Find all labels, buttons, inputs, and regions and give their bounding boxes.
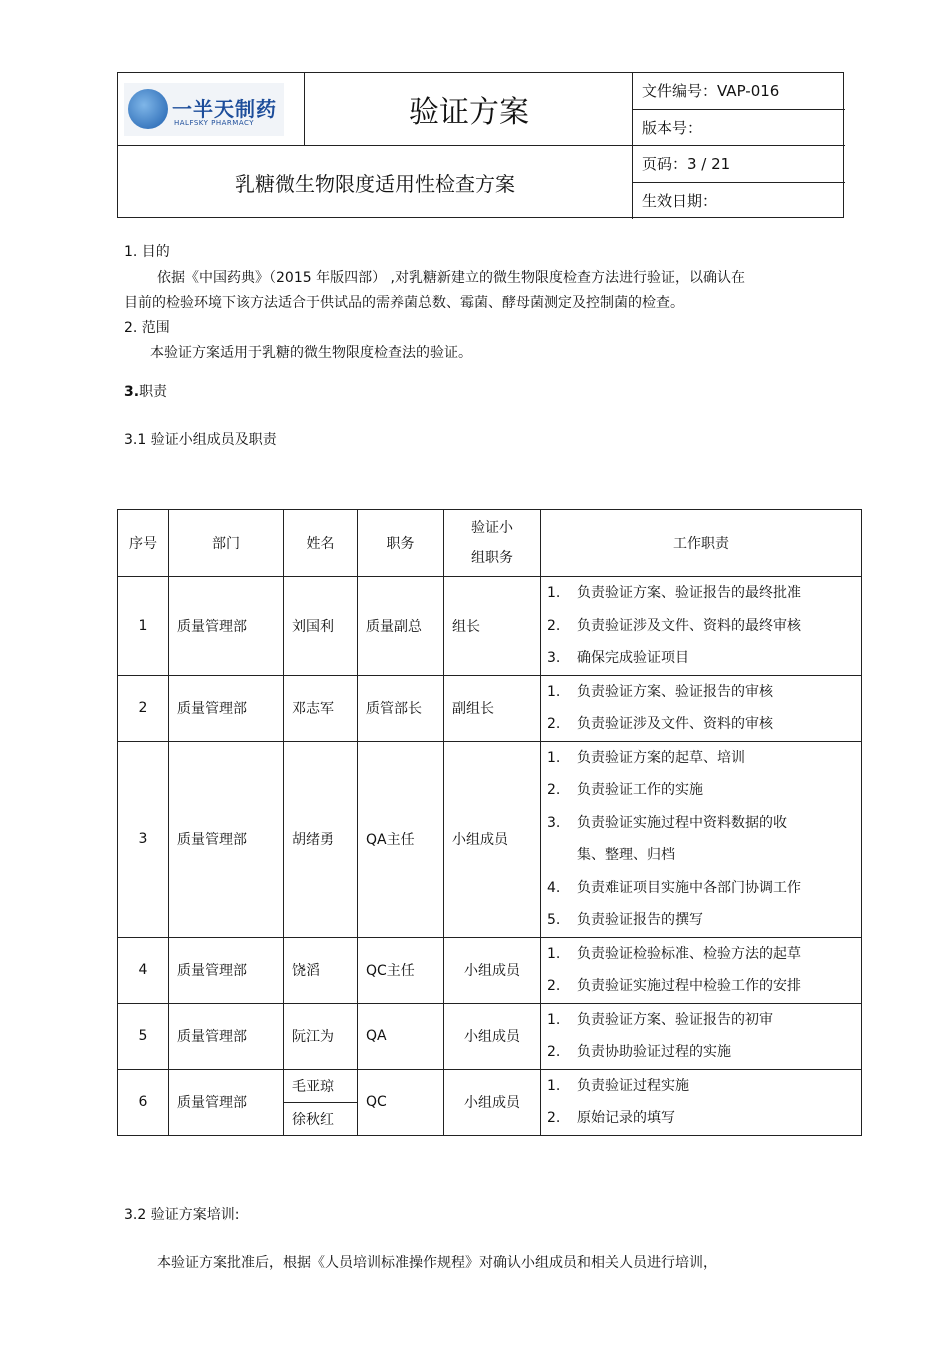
duty-item: 3. 确保完成验证项目 xyxy=(547,650,689,666)
table-row xyxy=(118,1003,862,1069)
section-3-heading xyxy=(124,381,167,401)
duty-item-continuation: 集、整理、归档 xyxy=(577,847,675,863)
effective-date: 生效日期： xyxy=(642,192,718,210)
cell-duties xyxy=(541,1003,862,1069)
table-row xyxy=(118,675,862,741)
duty-item: 2. 原始记录的填写 xyxy=(547,1110,675,1126)
cell-team-role: 小组成员 xyxy=(444,937,541,1003)
cell-name: 胡绪勇 xyxy=(284,741,358,937)
cell-name: 刘国利 xyxy=(284,577,358,676)
section-1-heading: 1. 目的 xyxy=(124,244,170,260)
header-position: 职务 xyxy=(358,510,444,577)
cell-duties xyxy=(541,1069,862,1135)
table-row xyxy=(118,577,862,676)
cell-team-role: 小组成员 xyxy=(444,1069,541,1135)
section-2-heading: 2. 范围 xyxy=(124,320,170,336)
header-team-role-line-2: 组职务 xyxy=(471,550,513,566)
duty-item: 1. 负责验证检验标准、检验方法的起草 xyxy=(547,945,801,962)
duty-item: 1. 负责验证方案的起草、培训 xyxy=(547,749,745,766)
duty-item: 2. 负责验证实施过程中检验工作的安排 xyxy=(547,978,801,994)
header-no: 序号 xyxy=(118,510,169,577)
cell-no: 6 xyxy=(118,1069,169,1135)
cell-position: 质量副总 xyxy=(358,577,444,676)
cell-dept: 质量管理部 xyxy=(169,937,284,1003)
cell-name: 阮江为 xyxy=(284,1003,358,1069)
duty-item: 4. 负责难证项目实施中各部门协调工作 xyxy=(547,879,801,896)
cell-name: 邓志军 xyxy=(284,675,358,741)
cell-team-role: 副组长 xyxy=(444,675,541,741)
section-1-paragraph-line-2: 目前的检验环境下该方法适合于供试品的需养菌总数、霉菌、酵母菌测定及控制菌的检查。 xyxy=(124,295,684,311)
cell-team-role: 组长 xyxy=(444,577,541,676)
duty-item: 3. 负责验证实施过程中资料数据的收 xyxy=(547,814,787,831)
logo-chinese-name: 一半天制药 xyxy=(172,97,277,121)
cell-name: 饶滔 xyxy=(284,937,358,1003)
header-name: 姓名 xyxy=(284,510,358,577)
version-number: 版本号： xyxy=(642,119,703,137)
team-responsibilities-table xyxy=(117,509,862,1136)
company-logo xyxy=(124,83,284,136)
logo-figure-icon xyxy=(128,89,168,129)
cell-position: QC主任 xyxy=(358,937,444,1003)
section-3-number: 3. xyxy=(124,384,140,400)
section-2-paragraph: 本验证方案适用于乳糖的微生物限度检查法的验证。 xyxy=(150,345,472,361)
table-header-row xyxy=(118,510,862,577)
header-team-role-line-1: 验证小 xyxy=(471,520,513,536)
cell-name: 毛亚琼 xyxy=(284,1069,358,1102)
logo-english-name: HALFSKY PHARMACY xyxy=(174,119,255,127)
cell-duties xyxy=(541,741,862,937)
header-duties: 工作职责 xyxy=(541,510,862,577)
cell-duties xyxy=(541,577,862,676)
section-3-1-heading: 3.1 验证小组成员及职责 xyxy=(124,432,277,448)
cell-dept: 质量管理部 xyxy=(169,577,284,676)
cell-dept: 质量管理部 xyxy=(169,741,284,937)
header-dept: 部门 xyxy=(169,510,284,577)
table-row xyxy=(118,741,862,937)
duty-item: 2. 负责协助验证过程的实施 xyxy=(547,1044,731,1060)
cell-no: 3 xyxy=(118,741,169,937)
page-number: 页码：3 / 21 xyxy=(642,155,731,173)
duty-item: 1. 负责验证方案、验证报告的审核 xyxy=(547,683,773,700)
cell-no: 2 xyxy=(118,675,169,741)
duty-item: 1. 负责验证方案、验证报告的初审 xyxy=(547,1011,773,1028)
section-3-title: 职责 xyxy=(139,384,168,400)
cell-no: 5 xyxy=(118,1003,169,1069)
cell-duties xyxy=(541,675,862,741)
cell-dept: 质量管理部 xyxy=(169,675,284,741)
duty-item: 1. 负责验证过程实施 xyxy=(547,1077,689,1094)
cell-duties xyxy=(541,937,862,1003)
cell-position: QA主任 xyxy=(358,741,444,937)
cell-no: 4 xyxy=(118,937,169,1003)
section-3-2-heading: 3.2 验证方案培训: xyxy=(124,1207,240,1223)
document-title: 验证方案 xyxy=(409,95,529,130)
duty-item: 2. 负责验证涉及文件、资料的审核 xyxy=(547,716,773,732)
header-team-role xyxy=(444,510,541,577)
cell-position: QC xyxy=(358,1069,444,1135)
section-3-2-paragraph: 本验证方案批准后，根据《人员培训标准操作规程》对确认小组成员和相关人员进行培训， xyxy=(157,1255,717,1271)
duty-item: 2. 负责验证工作的实施 xyxy=(547,782,703,798)
cell-team-role: 小组成员 xyxy=(444,741,541,937)
table-row xyxy=(118,1069,862,1102)
duty-item: 5. 负责验证报告的撰写 xyxy=(547,912,703,928)
cell-position: QA xyxy=(358,1003,444,1069)
duty-item: 1. 负责验证方案、验证报告的最终批准 xyxy=(547,585,801,601)
cell-team-role: 小组成员 xyxy=(444,1003,541,1069)
table-row xyxy=(118,937,862,1003)
document-subtitle: 乳糖微生物限度适用性检查方案 xyxy=(235,172,515,196)
cell-no: 1 xyxy=(118,577,169,676)
cell-position: 质管部长 xyxy=(358,675,444,741)
section-1-paragraph-line-1: 依据《中国药典》（2015 年版四部） ,对乳糖新建立的微生物限度检查方法进行验证，以确认在 xyxy=(157,270,745,286)
document-header xyxy=(117,72,844,218)
cell-dept: 质量管理部 xyxy=(169,1069,284,1135)
cell-name-2: 徐秋红 xyxy=(284,1102,358,1135)
doc-number: 文件编号：VAP-016 xyxy=(642,82,780,100)
duty-item: 2. 负责验证涉及文件、资料的最终审核 xyxy=(547,617,801,634)
cell-dept: 质量管理部 xyxy=(169,1003,284,1069)
